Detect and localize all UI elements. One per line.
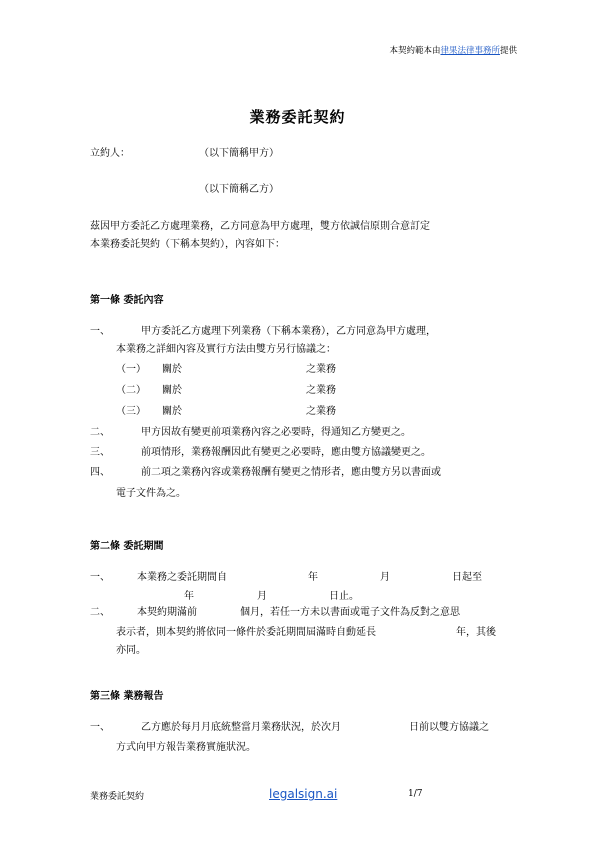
subitem-1-prefix: 關於 [162, 364, 182, 375]
article-2-item-2-c: 表示者，則本契約將依同一條件於委託期間屆滿時自動延長 [116, 627, 376, 638]
party-b-label: （以下簡稱乙方） [199, 184, 279, 195]
article-1-item-1-line-1: 甲方委託乙方處理下列業務（下稱本業務），乙方同意為甲方處理， [141, 326, 436, 337]
article-2-item-1-month-2: 月 [257, 591, 267, 602]
subitem-1-num: （一） [116, 364, 146, 375]
page-number: 1/7 [408, 789, 423, 799]
article-1-item-1-line-2: 本業務之詳細內容及實行方法由雙方另行協議之： [116, 344, 336, 355]
intro-line-2: 本業務委託契約（下稱本契約），內容如下： [90, 239, 285, 250]
footer-document-name: 業務委託契約 [90, 792, 145, 802]
article-3-heading: 第三條 業務報告 [90, 691, 164, 702]
article-3-item-1-num: 一、 [90, 722, 110, 733]
article-1-item-2-num: 二、 [90, 427, 110, 438]
law-firm-link[interactable]: 律果法律事務所 [440, 46, 500, 56]
subitem-2-suffix: 之業務 [306, 385, 336, 396]
page-header [389, 44, 517, 56]
party-a-label: （以下簡稱甲方） [199, 148, 279, 159]
subitem-3-prefix: 關於 [162, 406, 182, 417]
article-3-item-1-b: 日前以雙方協議之 [409, 722, 489, 733]
article-2-item-2-num: 二、 [90, 607, 110, 618]
article-2-item-2-a: 本契約期滿前 [137, 607, 197, 618]
article-2-item-1-day-from: 日起至 [452, 572, 482, 583]
article-2-item-2-b: 個月，若任一方未以書面或電子文件為反對之意思 [240, 607, 460, 618]
article-1-item-2-line-1: 甲方因故有變更前項業務內容之必要時，得通知乙方變更之。 [141, 427, 411, 438]
document-title: 業務委託契約 [249, 108, 346, 126]
article-1-item-4-num: 四、 [90, 467, 110, 478]
parties-label: 立約人： [90, 148, 130, 159]
article-2-item-1-month: 月 [380, 572, 390, 583]
article-1-item-1-num: 一、 [90, 326, 110, 337]
article-1-item-3-line-1: 前項情形，業務報酬因此有變更之必要時，應由雙方協議變更之。 [141, 447, 431, 458]
subitem-3-num: （三） [116, 406, 146, 417]
article-2-heading: 第二條 委託期間 [90, 541, 164, 552]
subitem-2-num: （二） [116, 385, 146, 396]
intro-line-1: 茲因甲方委託乙方處理業務，乙方同意為甲方處理，雙方依誠信原則合意訂定 [90, 221, 430, 232]
legalsign-link[interactable]: legalsign.ai [269, 787, 338, 801]
article-3-item-1-a: 乙方應於每月月底統整當月業務狀況，於次月 [141, 722, 341, 733]
article-2-item-1-num: 一、 [90, 572, 110, 583]
article-2-item-2-d: 年，其後 [456, 627, 496, 638]
article-3-item-1-c: 方式向甲方報告業務實施狀況。 [116, 742, 256, 753]
header-prefix: 本契約範本由 [389, 46, 441, 56]
article-2-item-1-text: 本業務之委託期間自 [137, 572, 227, 583]
article-2-item-1-day-to: 日止。 [329, 591, 359, 602]
article-1-heading: 第一條 委託內容 [90, 295, 164, 306]
article-2-item-2-e: 亦同。 [116, 645, 146, 656]
subitem-3-suffix: 之業務 [306, 406, 336, 417]
header-suffix: 提供 [499, 46, 517, 56]
article-1-item-4-line-2: 電子文件為之。 [116, 488, 186, 499]
subitem-2-prefix: 關於 [162, 385, 182, 396]
article-1-item-4-line-1: 前二項之業務內容或業務報酬有變更之情形者，應由雙方另以書面或 [141, 467, 441, 478]
article-2-item-1-year-2: 年 [184, 591, 194, 602]
subitem-1-suffix: 之業務 [306, 364, 336, 375]
article-1-item-3-num: 三、 [90, 447, 110, 458]
article-2-item-1-year: 年 [308, 572, 318, 583]
